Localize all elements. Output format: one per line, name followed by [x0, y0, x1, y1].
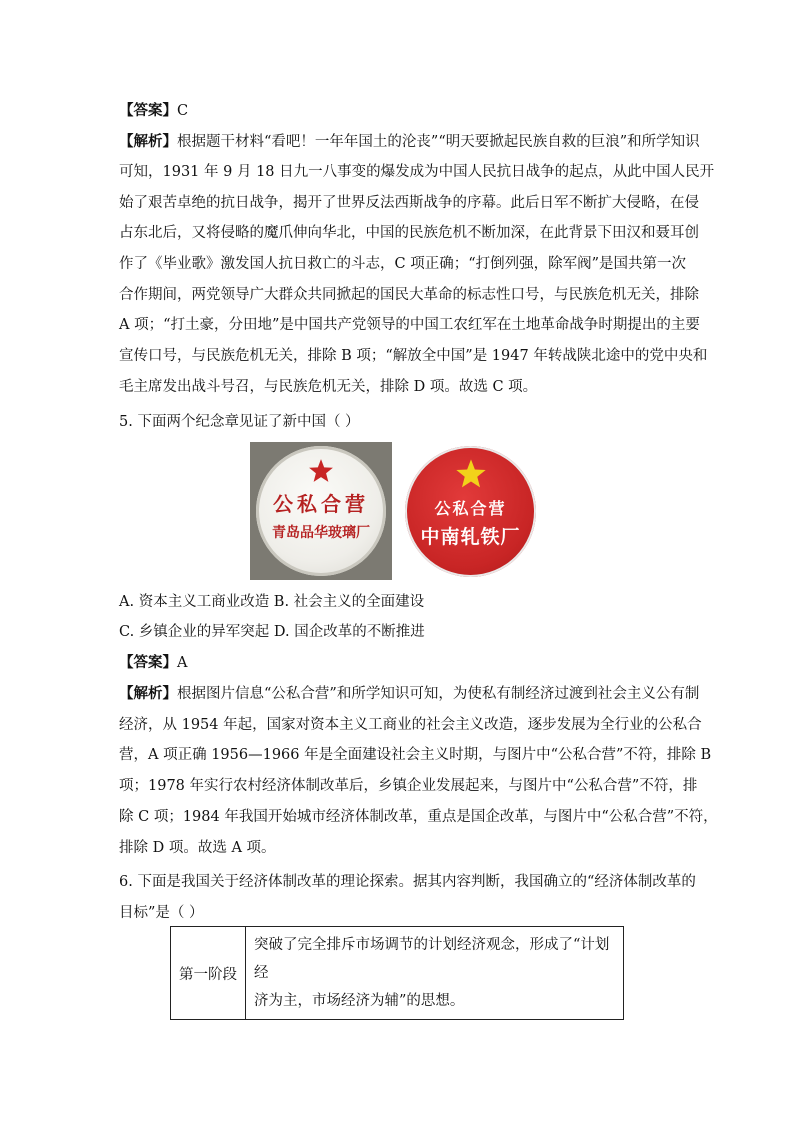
q6-table-row1-body: 突破了完全排斥市场调节的计划经济观念，形成了“计划经 济为主，市场经济为辅”的思想。 [246, 927, 624, 1020]
badge-left-photo [250, 442, 392, 580]
red-star-icon [308, 458, 334, 484]
q5-options-line-2: C. 乡镇企业的异军突起 D. 国企改革的不断推进 [119, 624, 425, 640]
q5-analysis-line-5: 除 C 项；1984 年我国开始城市经济体制改革，重点是国企改革，与图片中“公私合营”不符， [119, 809, 718, 825]
q5-answer-value: A [177, 655, 188, 671]
q4-analysis-line-4: 占东北后，又将侵略的魔爪伸向华北，中国的民族危机不断加深，在此背景下田汉和聂耳创 [119, 225, 699, 241]
q5-analysis-line-2: 经济，从 1954 年起，国家对资本主义工商业的社会主义改造，逐步发展为全行业的公私合 [119, 717, 702, 733]
q6-table-row1-head: 第一阶段 [171, 927, 246, 1020]
table-row [171, 927, 624, 1020]
q4-answer-value: C [177, 103, 189, 119]
badge-left-top-text: 公私合营 [273, 492, 369, 516]
yellow-star-icon [455, 458, 487, 490]
badge-right-top-text: 公私合营 [434, 499, 507, 518]
q5-badge-images [250, 442, 540, 580]
q4-analysis-line-2: 可知，1931 年 9 月 18 日九一八事变的爆发成为中国人民抗日战争的起点，从此中国人民开 [119, 164, 715, 180]
q5-analysis-line-1: 【解析】根据图片信息“公私合营”和所学知识可知，为使私有制经济过渡到社会主义公有制 [119, 685, 700, 702]
q4-analysis-line-5: 作了《毕业歌》激发国人抗日救亡的斗志，C 项正确；“打倒列强，除军阀”是国共第一次 [119, 256, 687, 272]
q4-analysis-line-8: 宣传口号，与民族危机无关，排除 B 项；“解放全中国”是 1947 年转战陕北途中的党中央和 [119, 348, 708, 364]
q4-analysis-line-7: A 项；“打土豪，分田地”是中国共产党领导的中国工农红军在土地革命战争时期提出的主要 [119, 317, 700, 333]
q4-analysis-tag: 【解析】 [119, 133, 177, 150]
q5-analysis-tag: 【解析】 [119, 685, 177, 702]
q4-answer-tag: 【答案】 [119, 102, 177, 119]
badge-left-disc [256, 446, 386, 576]
q4-analysis-line-9: 毛主席发出战斗号召，与民族危机无关，排除 D 项。故选 C 项。 [119, 379, 538, 395]
q4-analysis-line-1: 【解析】根据题干材料“看吧！一年年国土的沦丧”“明天要掀起民族自救的巨浪”和所学知识 [119, 133, 700, 150]
q5-analysis-line-3: 营，A 项正确 1956—1966 年是全面建设社会主义时期，与图片中“公私合营”不符，排除 B [119, 747, 712, 763]
q5-answer-tag: 【答案】 [119, 654, 177, 671]
badge-right [405, 446, 536, 577]
q6-stem-line-1: 6. 下面是我国关于经济体制改革的理论探索。据其内容判断，我国确立的“经济体制改革的 [119, 874, 696, 890]
q4-analysis-line-6: 合作期间，两党领导广大群众共同掀起的国民大革命的标志性口号，与民族危机无关，排除 [119, 287, 699, 303]
q4-answer-line [119, 101, 188, 121]
badge-left-bottom-text: 青岛品华玻璃厂 [272, 525, 370, 541]
q5-analysis-line-4: 项；1978 年实行农村经济体制改革后，乡镇企业发展起来，与图片中“公私合营”不符，排 [119, 778, 698, 794]
q5-options-line-1: A. 资本主义工商业改造 B. 社会主义的全面建设 [119, 594, 425, 610]
q6-table [170, 926, 624, 1020]
q6-stem-line-2: 目标”是（ ） [119, 905, 204, 921]
q4-analysis-line-3: 始了艰苦卓绝的抗日战争，揭开了世界反法西斯战争的序幕。此后日军不断扩大侵略，在侵 [119, 195, 699, 211]
badge-right-bottom-text: 中南轧铁厂 [420, 526, 521, 548]
q5-stem: 5. 下面两个纪念章见证了新中国（ ） [119, 414, 360, 430]
q5-answer-line [119, 653, 187, 673]
q5-analysis-line-6: 排除 D 项。故选 A 项。 [119, 840, 276, 856]
